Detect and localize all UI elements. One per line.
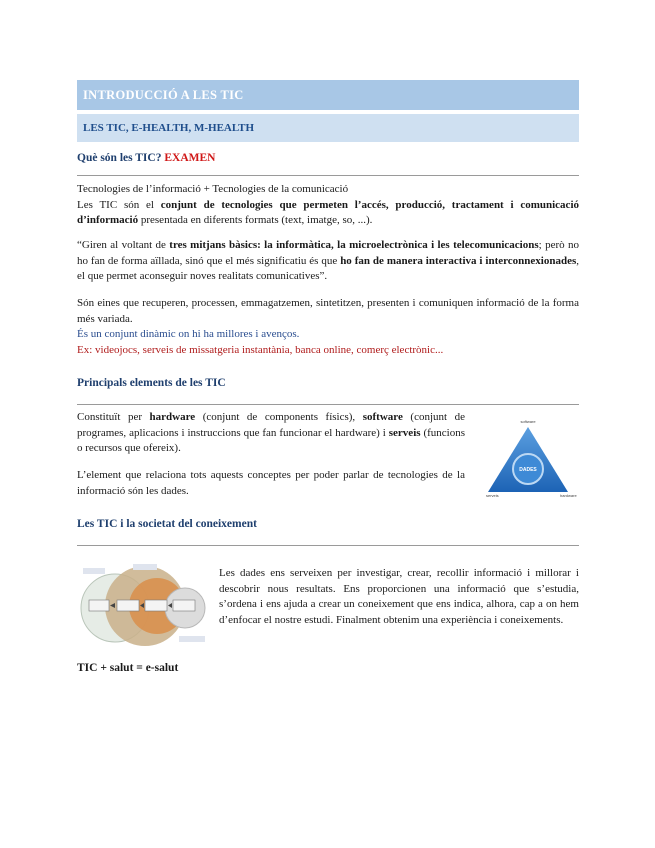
quote-paragraph: “Giren al voltant de tres mitjans bàsics: la informàtica, la microelectrònica i les telecomunicacions; però no ho fan de forma aïllada, sinó que el més significatiu és que ho fan de manera interactiva i interconnexionades, el que permet aconseguir noves realitats comunicatives”. <box>77 239 580 282</box>
section-heading-what-are-tic: Què són les TIC? EXAMEN <box>77 152 216 164</box>
triangle-top-label: software <box>520 419 536 424</box>
knowledge-society-diagram <box>77 558 211 654</box>
examples-note: Ex: videojocs, serveis de missatgeria instantània, banca online, comerç electrònic... <box>77 343 444 356</box>
dynamic-note: És un conjunt dinàmic on hi ha millores i avenços. <box>77 328 300 340</box>
caption-box-middle <box>133 564 157 570</box>
divider <box>77 404 579 405</box>
caption-box-right <box>179 636 205 642</box>
section-heading-knowledge-society: Les TIC i la societat del coneixement <box>77 518 257 530</box>
divider <box>77 545 579 546</box>
triangle-right-label: hardware <box>560 493 577 498</box>
stage-box-4 <box>173 600 195 611</box>
knowledge-paragraph: Les dades ens serveixen per investigar, crear, recollir informació i millorar i descobrir nous resultats. Ens proporcionen una informació que s’estudia, s’ordena i ens ajuda a crear un coneixement que ens indica, alhora, cap a on hem d’enfocar el nostre estudi. Finalment obtenim una experiència i coneixements. <box>219 567 579 626</box>
tools-paragraph: Són eines que recuperen, processen, emmagatzemen, sintetitzen, presenten i comuniquen informació de la forma més variada. És un conjunt dinàmic on hi ha millores i avenços. Ex: videojocs, serveis de missatgeria instantània, banca online, comerç electrònic... <box>77 296 579 358</box>
esalut-formula: TIC + salut = e-salut <box>77 662 179 674</box>
stage-box-3 <box>145 600 167 611</box>
dades-triangle-figure <box>478 416 578 498</box>
document-subtitle-banner <box>77 114 579 142</box>
stage-box-2 <box>117 600 139 611</box>
document-title: INTRODUCCIÓ A LES TIC <box>83 88 244 102</box>
elements-paragraph: Constituït per hardware (conjunt de components físics), software (conjunt de programes, aplicacions i instruccions que fan funcionar el hardware) i serveis (funcions o recursos que ofereix). <box>77 411 465 454</box>
definition-paragraph: Tecnologies de l’informació + Tecnologies de la comunicació Les TIC són el conjunt de tecnologies que permeten l’accés, producció, tractament i comunicació d’informació presentada en diferents formats (text, imatge, so, ...). <box>77 183 579 226</box>
document-subtitle: LES TIC, E-HEALTH, M-HEALTH <box>83 122 255 134</box>
exam-tag: EXAMEN <box>164 152 216 164</box>
triangle-left-label: serveis <box>486 493 499 498</box>
caption-box-left <box>83 568 105 574</box>
document-title-banner <box>77 80 579 110</box>
stage-box-1 <box>89 600 109 611</box>
data-relation-paragraph: L’element que relaciona tots aquests conceptes per poder parlar de tecnologies de la informació són les dades. <box>77 469 465 497</box>
dades-label: DADES <box>519 467 537 473</box>
divider <box>77 175 579 176</box>
section-heading-main-elements: Principals elements de les TIC <box>77 377 226 389</box>
